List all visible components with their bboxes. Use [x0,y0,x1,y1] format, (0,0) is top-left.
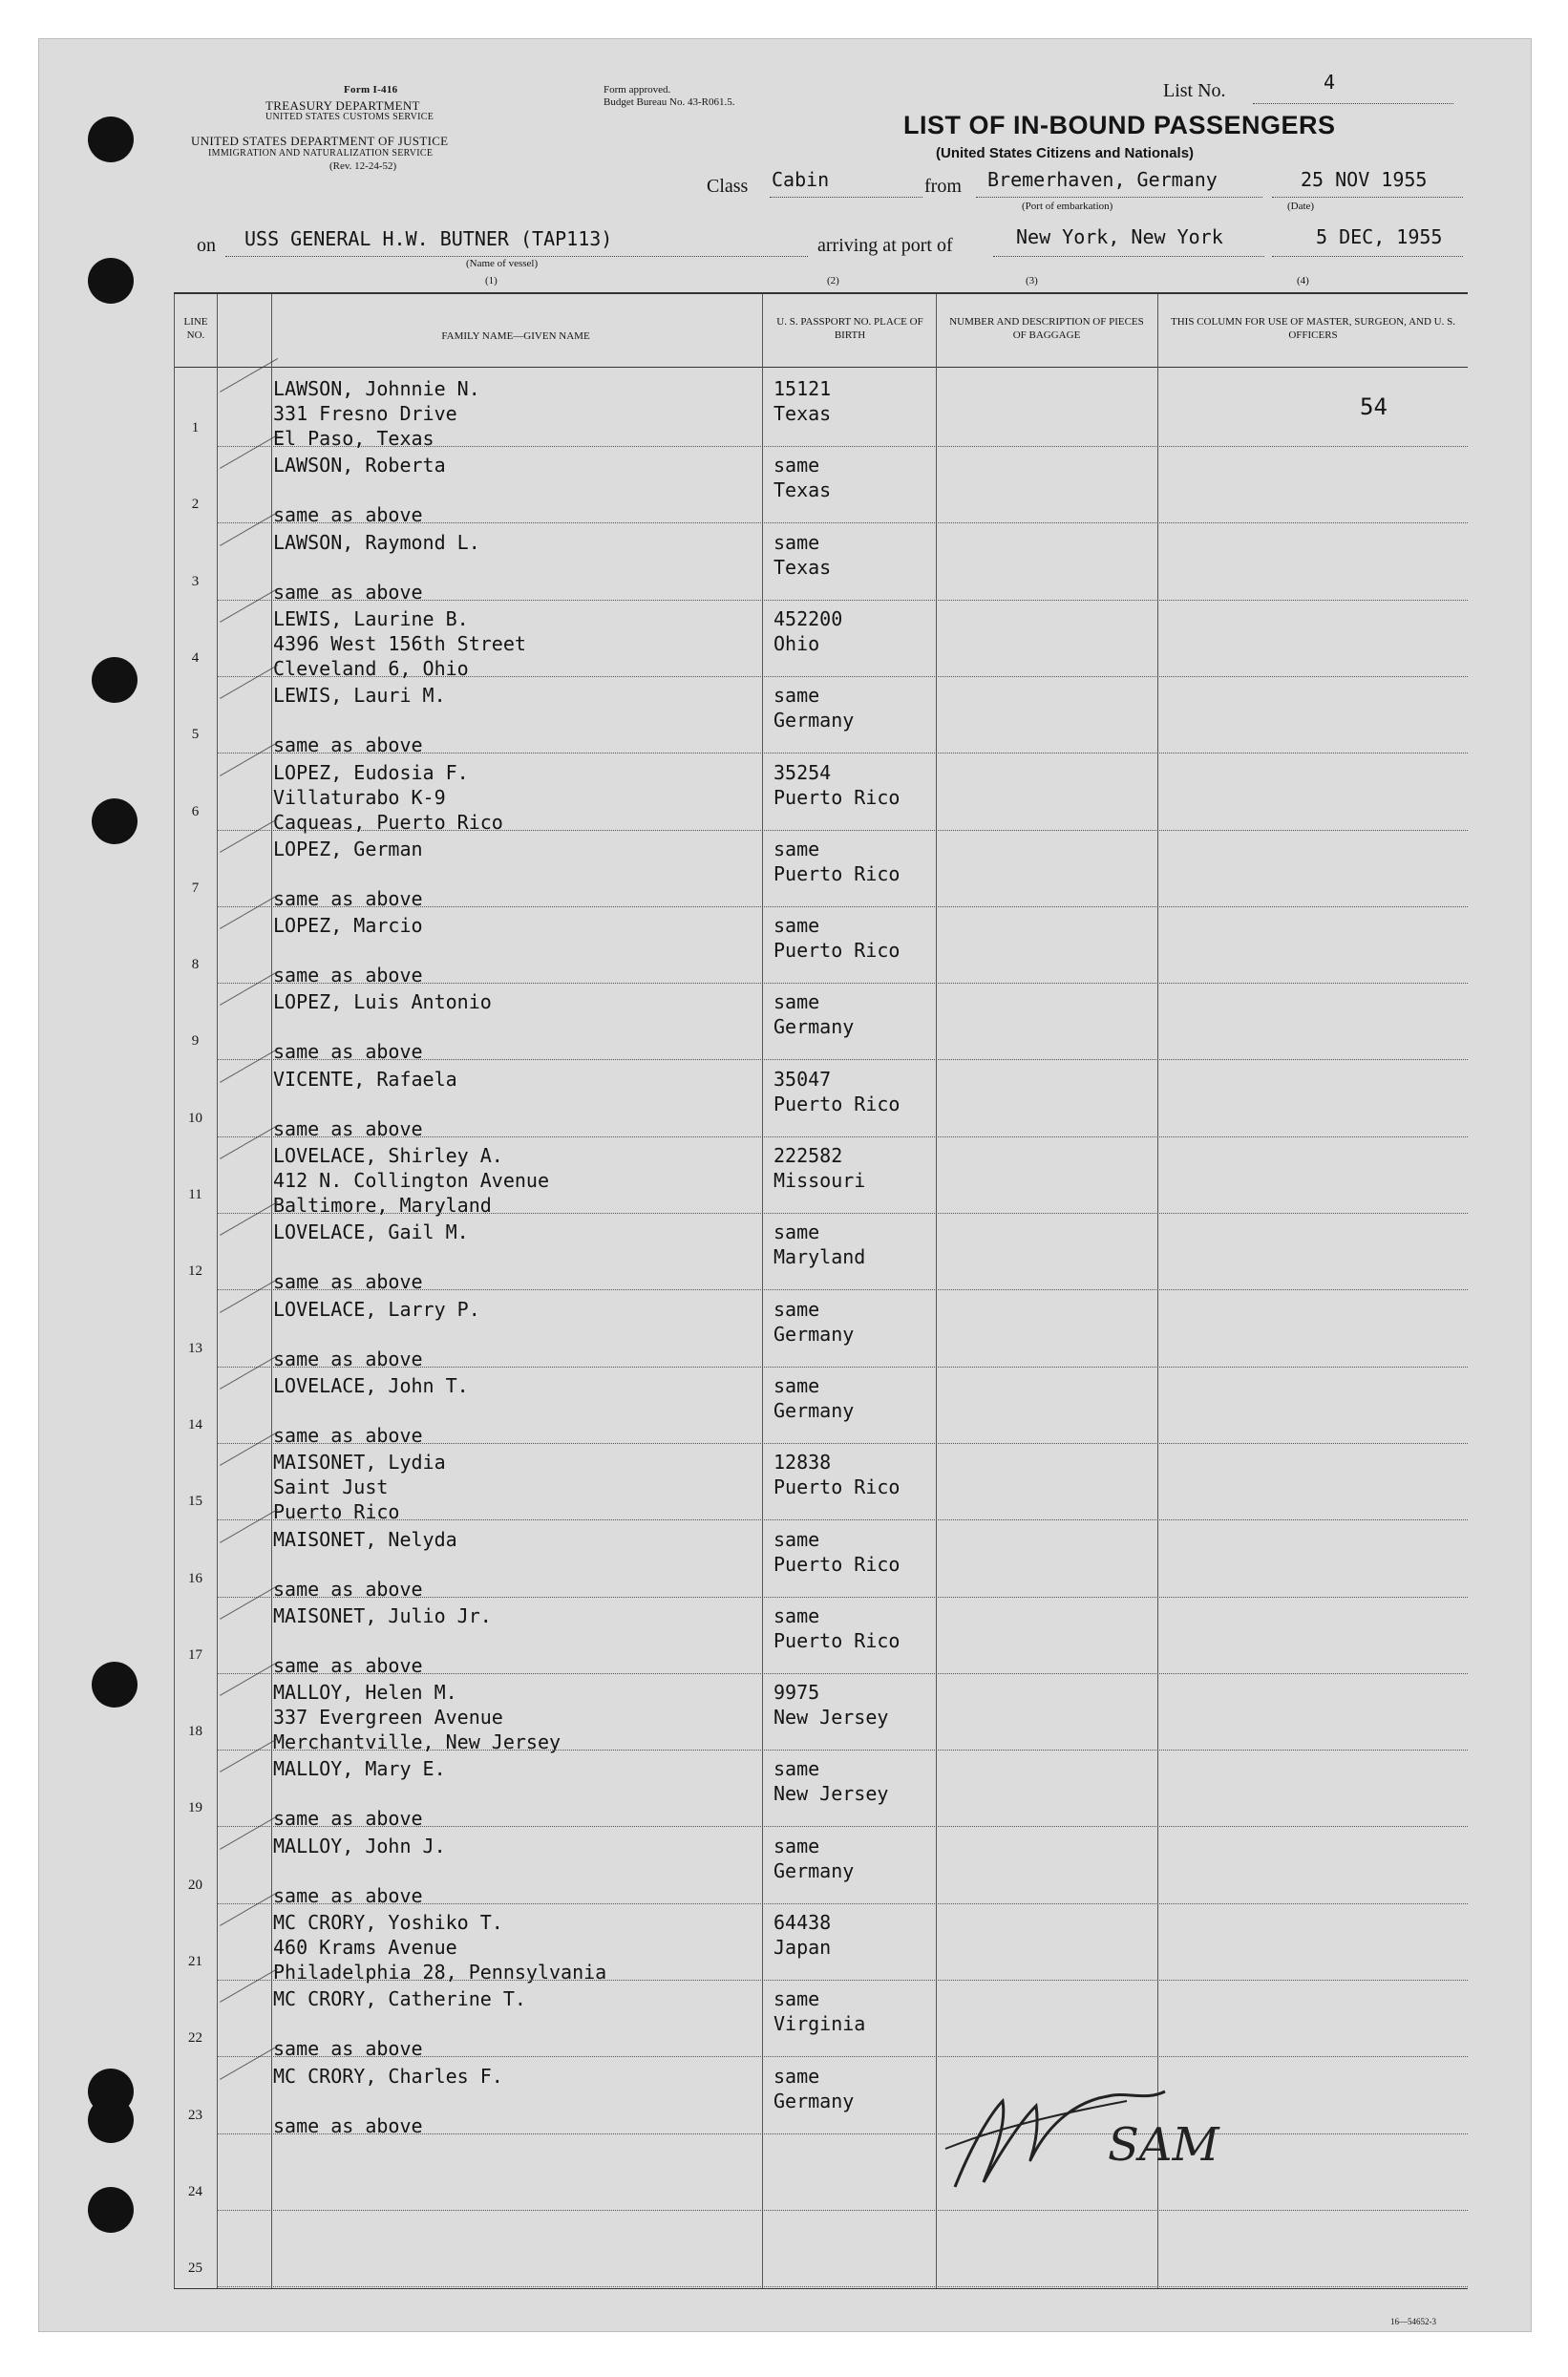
document-title: LIST OF IN-BOUND PASSENGERS [903,111,1336,139]
arrival-date-value: 5 DEC, 1955 [1316,225,1443,248]
passport-birthplace: 35254 Puerto Rico [773,760,901,809]
table-row [174,1521,1468,1601]
passenger-name: VICENTE, Rafaela same as above [273,1067,457,1140]
table-row [174,984,1468,1064]
form-approved: Form approved. [604,84,671,96]
line-number: 20 [188,1877,202,1893]
class-line [770,197,922,198]
table-row [174,1904,1468,1984]
passenger-name: LOPEZ, German same as above [273,837,423,910]
line-number: 25 [188,2260,202,2277]
passenger-name: MAISONET, Nelyda same as above [273,1527,457,1601]
header-officers: THIS COLUMN FOR USE OF MASTER, SURGEON, AND U. S. OFFICERS [1171,316,1455,341]
passport-birthplace: same Puerto Rico [773,1603,901,1652]
passport-birthplace: same Puerto Rico [773,1527,901,1576]
passport-birthplace: same Texas [773,454,832,502]
passport-birthplace: same Puerto Rico [773,837,901,885]
passport-birthplace: 64438 Japan [773,1911,832,1959]
header-name: FAMILY NAME—GIVEN NAME [441,330,590,342]
table-row [174,2058,1468,2137]
column-number-4: (4) [1297,275,1309,287]
passenger-name: MALLOY, John J. same as above [273,1834,446,1907]
passenger-name: LEWIS, Laurine B. 4396 West 156th Street Cleveland 6, Ohio [273,606,526,680]
revision-date: (Rev. 12-24-52) [329,160,397,172]
table-row [174,1751,1468,1831]
table-row [174,371,1468,450]
table-row [174,831,1468,910]
passport-birthplace: same Germany [773,1297,855,1346]
line-number: 5 [191,727,200,743]
from-value: Bremerhaven, Germany [987,168,1218,191]
from-line [976,197,1262,198]
line-number: 9 [191,1033,200,1050]
line-number: 14 [188,1416,202,1433]
passport-birthplace: 35047 Puerto Rico [773,1067,901,1115]
passport-birthplace: same Germany [773,990,855,1039]
class-value: Cabin [772,168,830,191]
line-number: 4 [191,649,200,666]
line-number: 15 [188,1494,202,1510]
passport-birthplace: 452200 Ohio [773,606,843,655]
passport-birthplace: 12838 Puerto Rico [773,1451,901,1499]
treasury-dept: TREASURY DEPARTMENT [265,98,420,113]
arrival-date-line [1272,256,1463,257]
table-row [174,677,1468,757]
line-number: 3 [191,573,200,589]
passenger-name: MC CRORY, Yoshiko T. 460 Krams Avenue Philadelphia 28, Pennsylvania [273,1911,607,1984]
line-number: 12 [188,1263,202,1280]
column-number-2: (2) [827,275,839,287]
line-number: 24 [188,2183,202,2199]
table-row [174,754,1468,834]
line-number: 16 [188,1570,202,1586]
header-baggage: NUMBER AND DESCRIPTION OF PIECES OF BAGGAGE [949,316,1144,341]
table-row [174,1368,1468,1447]
table-row [174,1674,1468,1754]
justice-dept: UNITED STATES DEPARTMENT OF JUSTICE [191,134,449,148]
row-rule [217,2286,1468,2287]
from-date-caption: (Date) [1287,201,1315,212]
vessel-value: USS GENERAL H.W. BUTNER (TAP113) [244,227,613,250]
table-row [174,1981,1468,2061]
column-number-3: (3) [1026,275,1038,287]
passenger-name: LAWSON, Roberta same as above [273,454,446,527]
vessel-line [225,256,808,257]
passenger-name: LOVELACE, Larry P. same as above [273,1297,480,1370]
passport-birthplace: same Texas [773,530,832,579]
passenger-name: LOVELACE, John T. same as above [273,1373,469,1447]
vessel-caption: (Name of vessel) [466,258,539,269]
passenger-name: MAISONET, Julio Jr. same as above [273,1603,492,1677]
passport-birthplace: 15121 Texas [773,377,832,425]
customs-service: UNITED STATES CUSTOMS SERVICE [265,112,434,122]
header-line-no: LINE NO. [183,316,208,341]
passport-birthplace: same Puerto Rico [773,914,901,963]
list-no-line [1253,103,1453,104]
table-row [174,1444,1468,1524]
line-number: 22 [188,2030,202,2047]
punch-hole [92,657,138,703]
class-label: Class [707,176,749,197]
passenger-name: LOVELACE, Gail M. same as above [273,1220,469,1294]
passport-birthplace: same New Jersey [773,1757,889,1806]
arriving-label: arriving at port of [817,235,953,256]
line-number: 6 [191,803,200,819]
table-bottom-border [174,2288,1468,2289]
line-number: 11 [188,1187,202,1202]
table-row [174,1061,1468,1140]
passenger-name: MALLOY, Helen M. 337 Evergreen Avenue Merchantville, New Jersey [273,1681,562,1754]
line-number: 13 [188,1340,202,1356]
table-row [174,907,1468,987]
passport-birthplace: 9975 New Jersey [773,1681,889,1730]
punch-hole [92,798,138,844]
from-date-line [1272,197,1463,198]
table-row [174,524,1468,604]
punch-hole [88,258,134,304]
line-number: 23 [188,2107,202,2123]
line-number: 19 [188,1800,202,1816]
line-number: 1 [191,420,200,435]
line-number: 7 [191,880,200,896]
passenger-name: LOPEZ, Eudosia F. Villaturabo K-9 Caqueas, Puerto Rico [273,760,503,834]
table-row [174,1214,1468,1294]
header-passport: U. S. PASSPORT NO. PLACE OF BIRTH [776,316,923,341]
passport-birthplace: same Germany [773,2064,855,2112]
table-top-border [174,292,1468,294]
column-number-1: (1) [485,275,498,287]
punch-hole [92,1662,138,1708]
passport-birthplace: same Virginia [773,1987,866,2036]
passport-birthplace: same Maryland [773,1220,866,1269]
list-no-label: List No. [1163,80,1226,101]
immigration-service: IMMIGRATION AND NATURALIZATION SERVICE [208,148,434,159]
passenger-name: MALLOY, Mary E. same as above [273,1757,446,1831]
form-number: Form I-416 [344,84,398,96]
passenger-name: MC CRORY, Charles F. same as above [273,2064,503,2137]
passport-birthplace: same Germany [773,1373,855,1422]
line-number: 8 [191,957,200,973]
from-date-value: 25 NOV 1955 [1301,168,1428,191]
passport-birthplace: same Germany [773,684,855,732]
passport-birthplace: same Germany [773,1834,855,1882]
table-row [174,447,1468,527]
table-row [174,601,1468,680]
passenger-name: LOVELACE, Shirley A. 412 N. Collington Avenue Baltimore, Maryland [273,1144,549,1217]
table-row [174,2134,1468,2211]
passenger-name: LEWIS, Lauri M. same as above [273,684,446,757]
footer-code: 16—54652-3 [1390,2317,1436,2326]
signature-initials: SAM [1108,2118,1219,2172]
from-label: from [924,176,962,197]
punch-hole [88,2097,134,2143]
line-number: 10 [188,1110,202,1126]
arriving-line [993,256,1264,257]
officer-note: 54 [1360,393,1388,420]
table-row [174,1598,1468,1677]
line-number: 21 [188,1954,202,1969]
table-row [174,2211,1468,2287]
line-number: 2 [191,497,200,513]
vessel-label: on [197,235,216,256]
line-number: 17 [188,1646,202,1663]
document-subtitle: (United States Citizens and Nationals) [936,145,1195,161]
table-header-border [174,367,1468,368]
table-row [174,1291,1468,1368]
line-number: 18 [188,1724,202,1740]
passenger-name: LAWSON, Raymond L. same as above [273,530,480,604]
passenger-name: LOPEZ, Marcio same as above [273,914,423,987]
table-row [174,1828,1468,1907]
punch-hole [88,117,134,162]
passenger-name: MC CRORY, Catherine T. same as above [273,1987,526,2061]
punch-hole [88,2187,134,2233]
table-row [174,1137,1468,1217]
passport-birthplace: 222582 Missouri [773,1144,866,1192]
passenger-name: MAISONET, Lydia Saint Just Puerto Rico [273,1451,446,1524]
passenger-name: LOPEZ, Luis Antonio same as above [273,990,492,1064]
from-caption: (Port of embarkation) [1022,201,1113,212]
arriving-value: New York, New York [1016,225,1223,248]
list-no-value: 4 [1324,71,1336,94]
passenger-name: LAWSON, Johnnie N. 331 Fresno Drive El Paso, Texas [273,377,480,450]
budget-bureau: Budget Bureau No. 43-R061.5. [604,96,735,108]
